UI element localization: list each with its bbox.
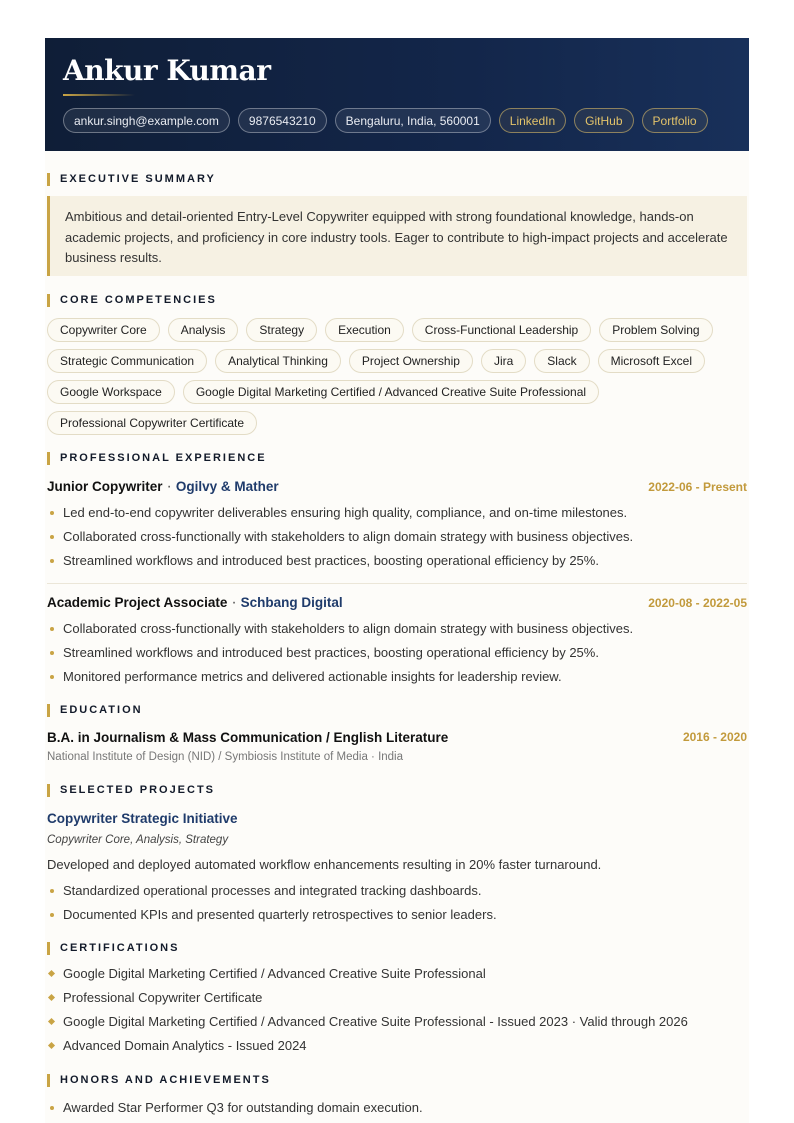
skill-tag: Copywriter Core xyxy=(47,318,160,342)
education-school: National Institute of Design (NID) / Symbiosis Institute of Media · India xyxy=(47,751,404,763)
section-label: PROFESSIONAL EXPERIENCE xyxy=(60,452,267,464)
list-item: Led end-to-end copywriter deliverables ensuring high quality, compliance, and on-time milestones. xyxy=(47,501,747,525)
job-bullets xyxy=(47,501,747,573)
job-dates: 2022-06 - Present xyxy=(648,480,747,494)
email-chip[interactable]: ankur.singh@example.com xyxy=(63,108,230,133)
skills-row xyxy=(47,411,747,435)
list-item: Google Digital Marketing Certified / Advanced Creative Suite Professional xyxy=(47,962,747,986)
project-description: Developed and deployed automated workflow enhancements resulting in 20% faster turnaround. xyxy=(47,857,602,872)
skill-tag: Slack xyxy=(534,349,589,373)
location-chip: Bengaluru, India, 560001 xyxy=(335,108,491,133)
list-item: Professional Copywriter Certificate xyxy=(47,986,747,1010)
section-accent-bar xyxy=(47,173,50,186)
phone-chip[interactable]: 9876543210 xyxy=(238,108,327,133)
section-label: CERTIFICATIONS xyxy=(60,942,180,954)
job-title-line xyxy=(47,478,279,496)
list-item: Collaborated cross-functionally with stakeholders to align domain strategy with business objectives. xyxy=(47,617,747,641)
list-item: Awarded Star Performer Q3 for outstanding domain execution. xyxy=(47,1096,747,1120)
section-label: EXECUTIVE SUMMARY xyxy=(60,173,216,185)
skills-row xyxy=(47,380,747,404)
contact-list xyxy=(63,108,731,133)
skill-tag: Project Ownership xyxy=(349,349,473,373)
job-company: Ogilvy & Mather xyxy=(175,479,279,494)
summary-text: Ambitious and detail-oriented Entry-Level Copywriter equipped with strong foundational knowledge, hands-on academic projects, and proficiency in core industry tools. Eager to contribute to high-impact projects and accelerate business results. xyxy=(47,196,747,276)
skill-tag: Jira xyxy=(481,349,526,373)
job-role: Junior Copywriter xyxy=(47,479,163,494)
list-item: Standardized operational processes and integrated tracking dashboards. xyxy=(47,879,747,903)
list-item: Streamlined workflows and introduced best practices, boosting operational efficiency by 25%. xyxy=(47,549,747,573)
project-title: Copywriter Strategic Initiative xyxy=(47,811,238,826)
skill-tag: Problem Solving xyxy=(599,318,712,342)
job-header xyxy=(47,478,747,496)
candidate-name: Ankur Kumar xyxy=(63,54,271,87)
education-dates: 2016 - 2020 xyxy=(682,730,747,744)
project-bullets xyxy=(47,879,747,927)
education-degree: B.A. in Journalism & Mass Communication / English Literature xyxy=(47,729,449,745)
skill-tag: Microsoft Excel xyxy=(598,349,705,373)
job-bullets xyxy=(47,617,747,689)
section-accent-bar xyxy=(47,294,50,307)
job-dates: 2020-08 - 2022-05 xyxy=(648,596,747,610)
section-title-competencies xyxy=(47,293,217,307)
section-label: SELECTED PROJECTS xyxy=(60,784,216,796)
job-divider xyxy=(47,583,747,584)
job-header xyxy=(47,594,747,612)
section-label: EDUCATION xyxy=(60,704,143,716)
resume-header xyxy=(45,38,749,151)
section-title-summary xyxy=(47,172,216,186)
section-accent-bar xyxy=(47,704,50,717)
section-label: CORE COMPETENCIES xyxy=(60,294,217,306)
section-title-experience xyxy=(47,451,267,465)
job-separator: · xyxy=(231,594,237,611)
section-accent-bar xyxy=(47,784,50,797)
section-title-projects xyxy=(47,783,215,797)
portfolio-link[interactable]: Portfolio xyxy=(642,108,708,133)
skill-tag: Analytical Thinking xyxy=(215,349,341,373)
skill-tag: Professional Copywriter Certificate xyxy=(47,411,257,435)
honors-list xyxy=(47,1096,747,1120)
list-item: Monitored performance metrics and delivered actionable insights for leadership review. xyxy=(47,665,747,689)
github-link[interactable]: GitHub xyxy=(574,108,633,133)
list-item: Collaborated cross-functionally with stakeholders to align domain strategy with business objectives. xyxy=(47,525,747,549)
skills-row xyxy=(47,318,747,342)
job-title-line xyxy=(47,594,343,612)
section-accent-bar xyxy=(47,1074,50,1087)
list-item: Advanced Domain Analytics - Issued 2024 xyxy=(47,1034,747,1058)
section-accent-bar xyxy=(47,452,50,465)
section-label: HONORS AND ACHIEVEMENTS xyxy=(60,1074,271,1086)
section-accent-bar xyxy=(47,942,50,955)
skills-list xyxy=(47,318,747,442)
name-underline xyxy=(63,94,135,96)
job-company: Schbang Digital xyxy=(240,595,343,610)
list-item: Streamlined workflows and introduced best practices, boosting operational efficiency by 25%. xyxy=(47,641,747,665)
linkedin-link[interactable]: LinkedIn xyxy=(499,108,566,133)
section-title-certifications xyxy=(47,941,179,955)
certification-list xyxy=(47,962,747,1058)
skill-tag: Cross-Functional Leadership xyxy=(412,318,591,342)
skills-row xyxy=(47,349,747,373)
skill-tag: Execution xyxy=(325,318,404,342)
section-title-honors xyxy=(47,1073,271,1087)
skill-tag: Google Workspace xyxy=(47,380,175,404)
job-role: Academic Project Associate xyxy=(47,595,228,610)
list-item: Documented KPIs and presented quarterly retrospectives to senior leaders. xyxy=(47,903,747,927)
section-title-education xyxy=(47,703,143,717)
education-header xyxy=(47,728,747,746)
resume-page xyxy=(45,38,749,1123)
skill-tag: Google Digital Marketing Certified / Advanced Creative Suite Professional xyxy=(183,380,599,404)
project-tech: Copywriter Core, Analysis, Strategy xyxy=(47,834,229,846)
job-separator: · xyxy=(166,478,172,495)
skill-tag: Strategy xyxy=(246,318,317,342)
skill-tag: Strategic Communication xyxy=(47,349,207,373)
skill-tag: Analysis xyxy=(168,318,239,342)
list-item: Google Digital Marketing Certified / Advanced Creative Suite Professional - Issued 2023 · Valid through 2026 xyxy=(47,1010,747,1034)
